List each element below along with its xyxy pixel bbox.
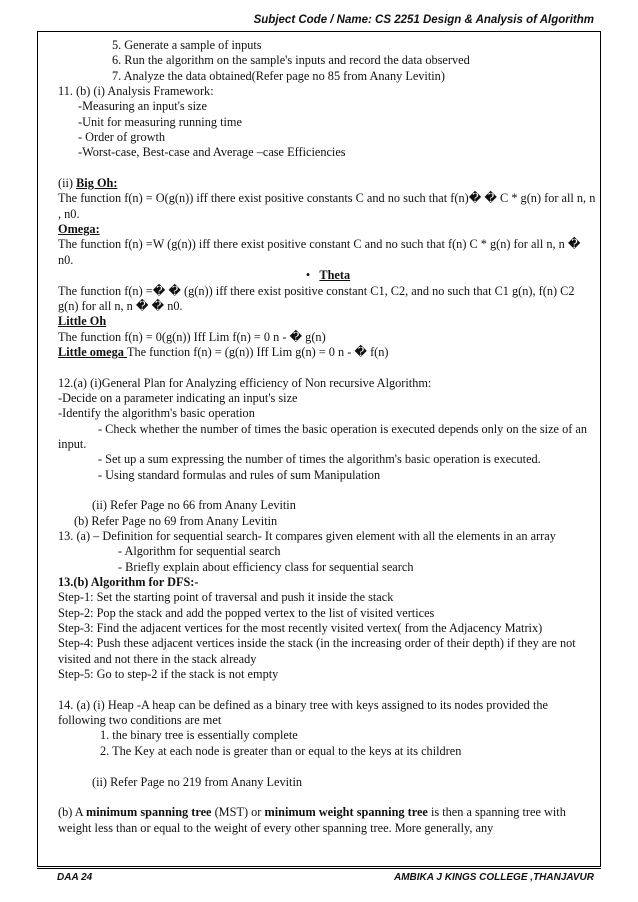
dfs-step-3: Step-3: Find the adjacent vertices for the most recently visited vertex( from the Adjacency Matrix) <box>58 621 543 636</box>
theta-definition: The function f(n) =� � (g(n)) iff there exist positive constant C1, C2, and no such that C1 g(n), f(n) C2 g(n) for all n, n � � n0. <box>58 283 575 313</box>
search-item-2: - Briefly explain about efficiency class for sequential search <box>118 559 414 574</box>
mst-rest: is then a spanning tree with weight less than or equal to the weight of every other spanning tree. More generally, any <box>58 805 566 835</box>
little-omega-line <box>58 345 598 360</box>
mst-paragraph <box>58 805 598 836</box>
framework-item-1: -Measuring an input's size <box>78 99 207 114</box>
big-oh-heading-line <box>58 176 598 191</box>
dfs-step-4: Step-4: Push these adjacent vertices inside the stack (in the increasing order of their depth) if they are not visited and not there in the stack already <box>58 636 576 666</box>
reference-page-69: (b) Refer Page no 69 from Anany Levitin <box>74 513 278 528</box>
little-omega-definition: The function f(n) = (g(n)) Iff Lim g(n) = 0 n - � f(n) <box>126 344 389 359</box>
page-content <box>58 38 598 836</box>
sample-step-7: 7. Analyze the data obtained(Refer page no 85 from Anany Levitin) <box>112 68 445 83</box>
plan-item-5: - Using standard formulas and rules of sum Manipulation <box>98 467 381 482</box>
little-oh-definition: The function f(n) = 0(g(n)) Iff Lim f(n) = 0 n - � g(n) <box>58 329 326 344</box>
q13b-heading: 13.(b) Algorithm for DFS:- <box>58 575 199 590</box>
plan-item-4: - Set up a sum expressing the number of times the algorithm's basic operation is executed. <box>98 452 541 467</box>
heap-condition-1: 1. the binary tree is essentially complete <box>100 728 298 743</box>
little-omega-title: Little omega <box>58 344 127 359</box>
q12a-heading: 12.(a) (i)General Plan for Analyzing efficiency of Non recursive Algorithm: <box>58 375 432 390</box>
footer-left: DAA 24 <box>57 872 93 883</box>
theta-heading <box>58 268 598 283</box>
omega-definition: The function f(n) =W (g(n)) iff there exist positive constant C and no such that f(n) C * g(n) for all n, n � n0. <box>58 237 581 267</box>
dfs-step-2: Step-2: Pop the stack and add the popped vertex to the list of visited vertices <box>58 605 435 620</box>
search-item-1: - Algorithm for sequential search <box>118 544 281 559</box>
theta-title: Theta <box>319 268 351 283</box>
plan-item-1: -Decide on a parameter indicating an input's size <box>58 390 298 405</box>
framework-item-3: - Order of growth <box>78 130 166 145</box>
page-header: Subject Code / Name: CS 2251 Design & Analysis of Algorithm <box>253 14 594 26</box>
ii-prefix: (ii) <box>58 176 77 191</box>
dfs-step-1: Step-1: Set the starting point of traversal and push it inside the stack <box>58 590 394 605</box>
q11b-heading: 11. (b) (i) Analysis Framework: <box>58 84 214 99</box>
mwst-term: minimum weight spanning tree <box>264 805 428 820</box>
reference-page-66: (ii) Refer Page no 66 from Anany Levitin <box>92 498 296 513</box>
reference-page-219: (ii) Refer Page no 219 from Anany Levitin <box>92 774 303 789</box>
dfs-step-5: Step-5: Go to step-2 if the stack is not empty <box>58 667 279 682</box>
q14a-heap-definition: 14. (a) (i) Heap -A heap can be defined as a binary tree with keys assigned to its nodes provided the following two conditions are met <box>58 697 549 728</box>
mst-term: minimum spanning tree <box>86 805 212 820</box>
heap-condition-2: 2. The Key at each node is greater than or equal to the keys at its children <box>100 743 462 758</box>
omega-title: Omega: <box>58 222 100 237</box>
plan-item-2: -Identify the algorithm's basic operation <box>58 406 255 421</box>
mst-intro: (b) A <box>58 805 87 820</box>
little-oh-title: Little Oh <box>58 314 107 329</box>
q13a-text: 13. (a) – Definition for sequential search- It compares given element with all the elements in an array <box>58 529 556 543</box>
bullet-icon: • <box>305 268 311 283</box>
footer-rule <box>37 868 601 869</box>
big-oh-definition: The function f(n) = O(g(n)) iff there exist positive constants C and no such that f(n)� � C * g(n) for all n, n , n0. <box>58 191 596 221</box>
sample-step-5: 5. Generate a sample of inputs <box>112 38 262 52</box>
framework-item-4: -Worst-case, Best-case and Average –case Efficiencies <box>78 145 346 160</box>
plan-item-3: - Check whether the number of times the basic operation is executed depends only on the size of an input. <box>58 421 587 451</box>
sample-step-6: 6. Run the algorithm on the sample's inputs and record the data observed <box>112 53 470 68</box>
big-oh-title: Big Oh: <box>76 176 118 191</box>
framework-item-2: -Unit for measuring running time <box>78 114 242 129</box>
footer-right: AMBIKA J KINGS COLLEGE ,THANJAVUR <box>393 872 594 883</box>
mst-connector: (MST) or <box>211 805 265 820</box>
